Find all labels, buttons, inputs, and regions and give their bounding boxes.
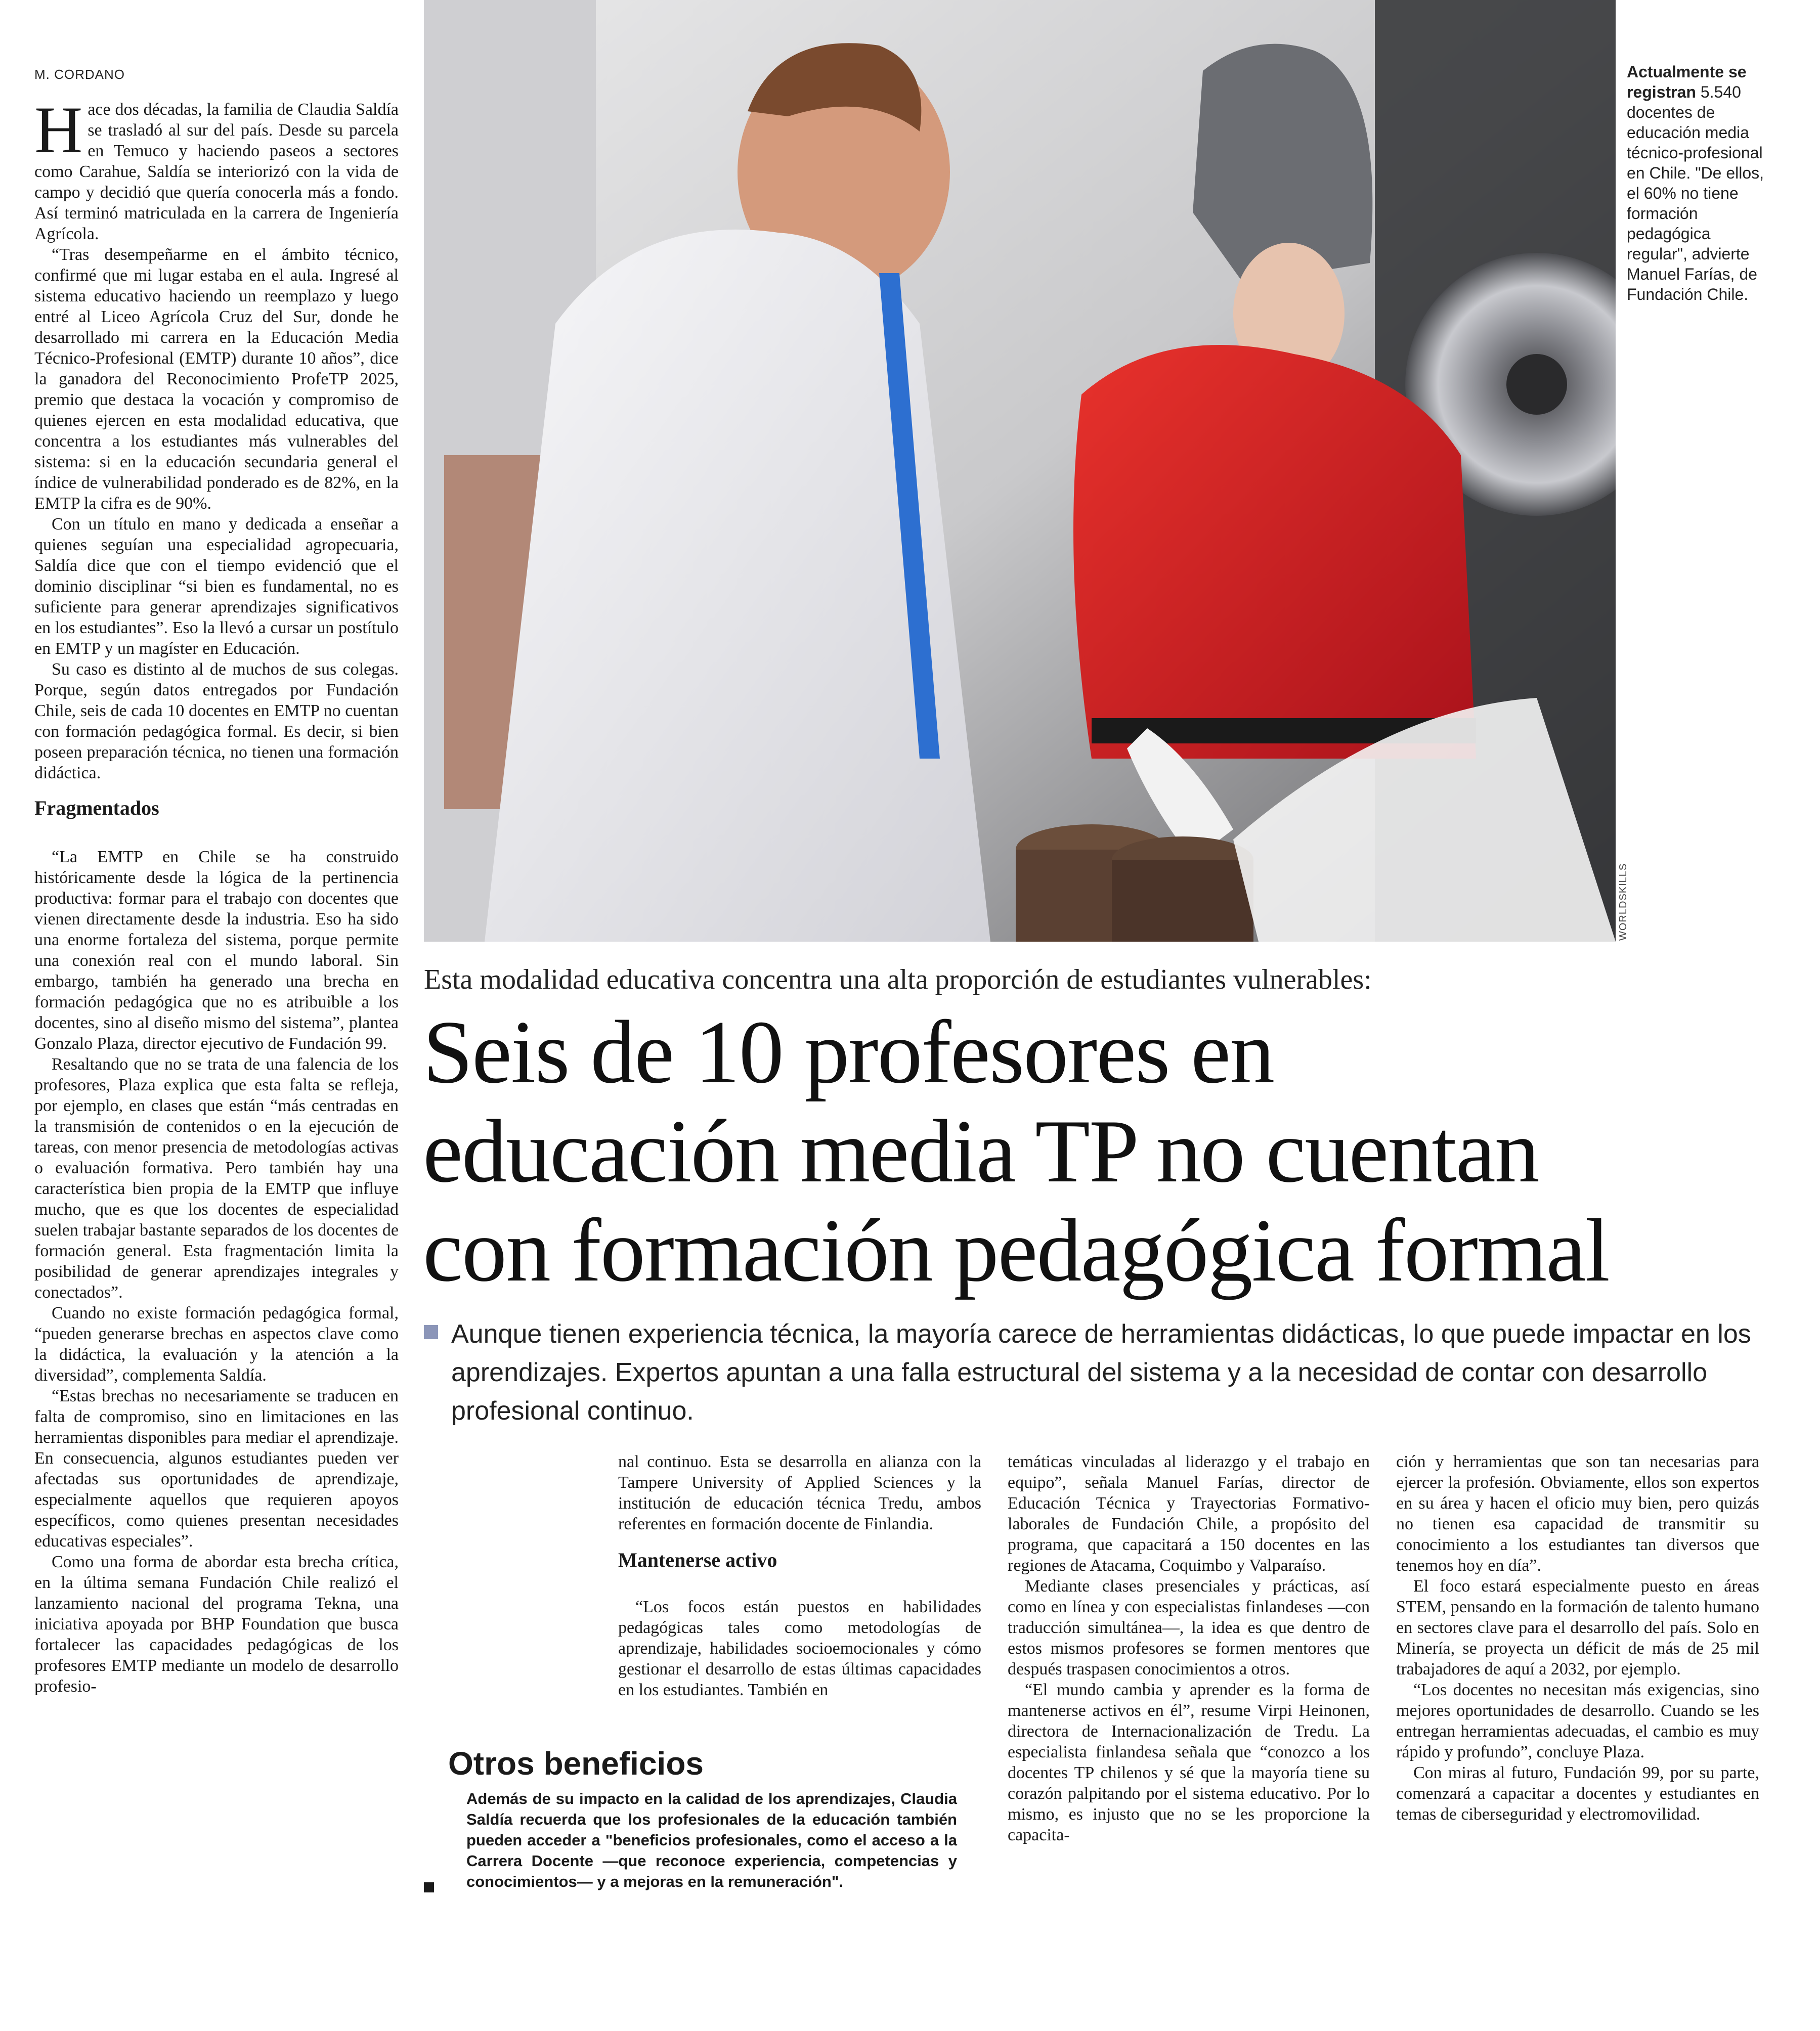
column-3 (1008, 1451, 1370, 1845)
paragraph: “Estas brechas no necesariamente se traducen en falta de compromiso, sino en limitaciones en las herramientas disponibles para mediar el aprendizaje. En consecuencia, algunos estudiantes pueden ver afectadas sus oportunidades de aprendizaje, especialmente aquellos que requieren apoyos específicos, como quienes presentan necesidades educativas especiales”. (34, 1387, 399, 1551)
headline-line: Seis de 10 profesores en (423, 1002, 1274, 1102)
drop-cap: H (34, 93, 83, 167)
headline (423, 1002, 1718, 1300)
article-photo (424, 0, 1616, 942)
paragraph: Con miras al futuro, Fundación 99, por su parte, comenzará a capacitar a docentes y estudiantes en temas de ciberseguridad y electromovilidad. (1396, 1763, 1759, 1824)
paragraph: “La EMTP en Chile se ha construido históricamente desde la lógica de la pertinencia productiva: formar para el trabajo con docentes que vienen directamente desde la industria. Eso ha sido una enorme fortaleza del sistema, porque permite una conexión real con el mundo laboral. Sin embargo, también ha generado una brecha en formación pedagógica que no es atribuible a los docentes, sino al diseño mismo del sistema”, plantea Gonzalo Plaza, director ejecutivo de Fundación 99. (34, 848, 399, 1053)
paragraph: Resaltando que no se trata de una falencia de los profesores, Plaza explica que esta falta se refleja, por ejemplo, en clases que están “más centradas en la transmisión de contenidos o en la ejecución de tareas, con menor presencia de metodologías activas o evaluación formativa. Pero también hay una característica bien propia de la EMTP que influye mucho, que es que los docentes de especialidad suelen trabajar bastante separados de los docentes de formación general. Esta fragmentación limita la posibilidad de generar aprendizajes integrales y conectados”. (34, 1055, 399, 1302)
photo-credit: WORLDSKILLS (1618, 863, 1629, 941)
box-title: Otros beneficios (448, 1745, 704, 1782)
paragraph: “Los docentes no necesitan más exigencias, sino mejores oportunidades de desarrollo. Cuando se les entregan herramientas adecuadas, el cambio es muy rápido y profundo”, concluye Plaza. (1396, 1681, 1759, 1761)
paragraph: “El mundo cambia y aprender es la forma de mantenerse activos en él”, resume Virpi Heinonen, directora de Internacionalización de Tredu. La especialista finlandesa señala que “conozco a los docentes TP chilenos y sé que la mayoría tiene su corazón palpitando por el sistema educativo. Por lo mismo, es injusto que no se les proporcione la capacita- (1008, 1681, 1370, 1844)
column-1 (34, 93, 399, 1697)
deck: Aunque tienen experiencia técnica, la mayoría carece de herramientas didácticas, lo que puede impactar en los aprendizajes. Expertos apuntan a una falla estructural del sistema y a la necesidad de contar con desarrollo profesional continuo. (451, 1319, 1751, 1426)
paragraph: ción y herramientas que son tan necesarias para ejercer la profesión. Obviamente, ellos son expertos en su área y hacen el oficio muy bien, pero quizás no tienen esa capacidad de transmitir su conocimiento a los estudiantes tan diversos que tenemos hoy en día”. (1396, 1452, 1759, 1575)
subhead-mantenerse-activo: Mantenerse activo (618, 1549, 777, 1571)
paragraph: El foco estará especialmente puesto en áreas STEM, pensando en la formación de talento humano en sectores clave para el desarrollo del país. Solo en Minería, se proyecta un déficit de más de 25 mil trabajadores de aquí a 2032, por ejemplo. (1396, 1577, 1759, 1679)
paragraph: nal continuo. Esta se desarrolla en alianza con la Tampere University of Applied Sciences y la institución de educación técnica Tredu, ambos referentes en formación docente de Finlandia. (618, 1452, 981, 1533)
paragraph: Mediante clases presenciales y prácticas, así como en línea y con especialistas finlandeses —con traducción simultánea—, la idea es que dentro de estos mismos profesores se formen mentores que después traspasen conocimientos a otros. (1008, 1577, 1370, 1679)
paragraph: Con un título en mano y dedicada a enseñar a quienes seguían una especialidad agropecuaria, Saldía dice que con el tiempo evidenció que el dominio disciplinar “si bien es fundamental, no es suficiente para generar aprendizajes significativos en los estudiantes”. Eso la llevó a cursar un postítulo en EMTP y un magíster en Educación. (34, 515, 399, 658)
deck-bullet-icon (424, 1325, 438, 1339)
paragraph: Su caso es distinto al de muchos de sus colegas. Porque, según datos entregados por Fundación Chile, seis de cada 10 docentes en EMTP no cuentan con formación pedagógica formal. Es decir, si bien poseen preparación técnica, no tienen una formación didáctica. (34, 660, 399, 782)
kicker: Esta modalidad educativa concentra una alta proporción de estudiantes vulnerables: (424, 964, 1372, 995)
paragraph: temáticas vinculadas al liderazgo y el trabajo en equipo”, señala Manuel Farías, director de Educación Técnica y Trayectorias Formativo-laborales de Fundación Chile, a propósito del programa, que capacitará a 150 docentes en las regiones de Atacama, Coquimbo y Valparaíso. (1008, 1452, 1370, 1575)
paragraph: “Los focos están puestos en habilidades pedagógicas tales como metodologías de aprendizaje, habilidades socioemocionales y cómo gestionar el desarrollo de estas últimas capacidades en los estudiantes. También en (618, 1598, 981, 1699)
byline: M. CORDANO (34, 67, 125, 82)
photo-caption (1627, 62, 1773, 304)
box-end-mark-icon (424, 1882, 434, 1895)
caption-text: 5.540 docentes de educación media técnico-profesional en Chile. "De ellos, el 60% no tiene formación pedagógica regular", advierte Manuel Farías, de Fundación Chile. (1627, 83, 1764, 303)
subhead-fragmentados: Fragmentados (34, 797, 159, 819)
headline-line: educación media TP no cuentan (423, 1101, 1539, 1201)
paragraph: “Tras desempeñarme en el ámbito técnico, confirmé que mi lugar estaba en el aula. Ingresé al sistema educativo haciendo un reemplazo y luego entré al Liceo Agrícola Cruz del Sur, donde he desarrollado mi carrera en la Educación Media Técnico-Profesional (EMTP) durante 10 años”, dice la ganadora del Reconocimiento ProfeTP 2025, premio que destaca la vocación y compromiso de quienes ejercen en esta modalidad educativa, que concentra a los estudiantes más vulnerables del sistema: si en la educación secundaria general el índice de vulnerabilidad ponderado es de 82%, en la EMTP la cifra es de 90%. (34, 245, 399, 513)
paragraph: Hace dos décadas, la familia de Claudia Saldía se trasladó al sur del país. Desde su parcela en Temuco y haciendo paseos a sectores como Carahue, Saldía se interiorizó con la vida de campo y decidió que quería conocerla más a fondo. Así terminó matriculada en la carrera de Ingeniería Agrícola. (34, 93, 399, 243)
sidebar-box (424, 1745, 960, 1892)
paragraph: Cuando no existe formación pedagógica formal, “pueden generarse brechas en aspectos clave como la didáctica, la evaluación y la atención a la diversidad”, complementa Saldía. (34, 1304, 399, 1385)
column-4 (1396, 1451, 1759, 1825)
column-2 (618, 1451, 981, 1700)
welding-workshop-image (424, 0, 1616, 942)
caption-lead: Actualmente se registran (1627, 63, 1747, 101)
paragraph: Como una forma de abordar esta brecha crítica, en la última semana Fundación Chile realizó el lanzamiento nacional del programa Tekna, una iniciativa apoyada por BHP Foundation que busca fortalecer las capacidades pedagógicas de los profesores EMTP mediante un modelo de desarrollo profesio- (34, 1553, 399, 1696)
headline-line: con formación pedagógica formal (423, 1200, 1609, 1300)
box-text: Además de su impacto en la calidad de los aprendizajes, Claudia Saldía recuerda que los profesionales de la educación también pueden acceder a "beneficios profesionales, como el acceso a la Carrera Docente —que reconoce experiencia, competencias y conocimientos— y a mejoras en la remuneración". (466, 1790, 957, 1890)
